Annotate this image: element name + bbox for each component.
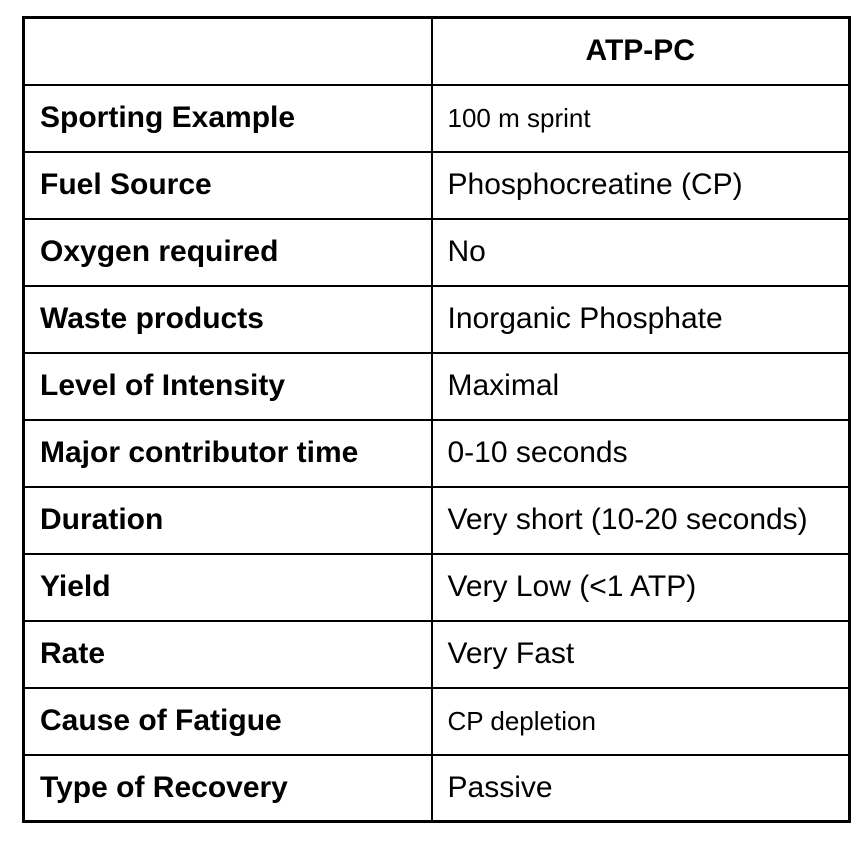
row-value: Inorganic Phosphate	[432, 286, 850, 353]
row-label: Fuel Source	[24, 152, 432, 219]
table-row-major-contributor-time	[24, 420, 850, 487]
row-value: Very Fast	[432, 621, 850, 688]
row-label: Level of Intensity	[24, 353, 432, 420]
row-label: Rate	[24, 621, 432, 688]
row-label: Sporting Example	[24, 85, 432, 152]
row-value: CP depletion	[432, 688, 850, 755]
row-value: No	[432, 219, 850, 286]
row-label: Waste products	[24, 286, 432, 353]
row-value: 100 m sprint	[432, 85, 850, 152]
table-row-sporting-example	[24, 85, 850, 152]
table-row-duration	[24, 487, 850, 554]
table-row-cause-of-fatigue	[24, 688, 850, 755]
row-label: Yield	[24, 554, 432, 621]
row-label: Duration	[24, 487, 432, 554]
header-empty-cell	[24, 18, 432, 85]
table-row-fuel-source	[24, 152, 850, 219]
row-label: Cause of Fatigue	[24, 688, 432, 755]
header-atp-pc-cell: ATP-PC	[432, 18, 850, 85]
row-value: Very short (10-20 seconds)	[432, 487, 850, 554]
row-label: Type of Recovery	[24, 755, 432, 822]
table-row-oxygen-required	[24, 219, 850, 286]
row-label: Major contributor time	[24, 420, 432, 487]
table-row-level-of-intensity	[24, 353, 850, 420]
table-row-waste-products	[24, 286, 850, 353]
energy-system-table	[22, 16, 851, 823]
row-value: 0-10 seconds	[432, 420, 850, 487]
table-row-type-of-recovery	[24, 755, 850, 822]
row-value: Phosphocreatine (CP)	[432, 152, 850, 219]
row-label: Oxygen required	[24, 219, 432, 286]
table-row-rate	[24, 621, 850, 688]
energy-system-table-container	[22, 16, 851, 823]
table-header-row	[24, 18, 850, 85]
table-row-yield	[24, 554, 850, 621]
row-value: Passive	[432, 755, 850, 822]
row-value: Maximal	[432, 353, 850, 420]
row-value: Very Low (<1 ATP)	[432, 554, 850, 621]
